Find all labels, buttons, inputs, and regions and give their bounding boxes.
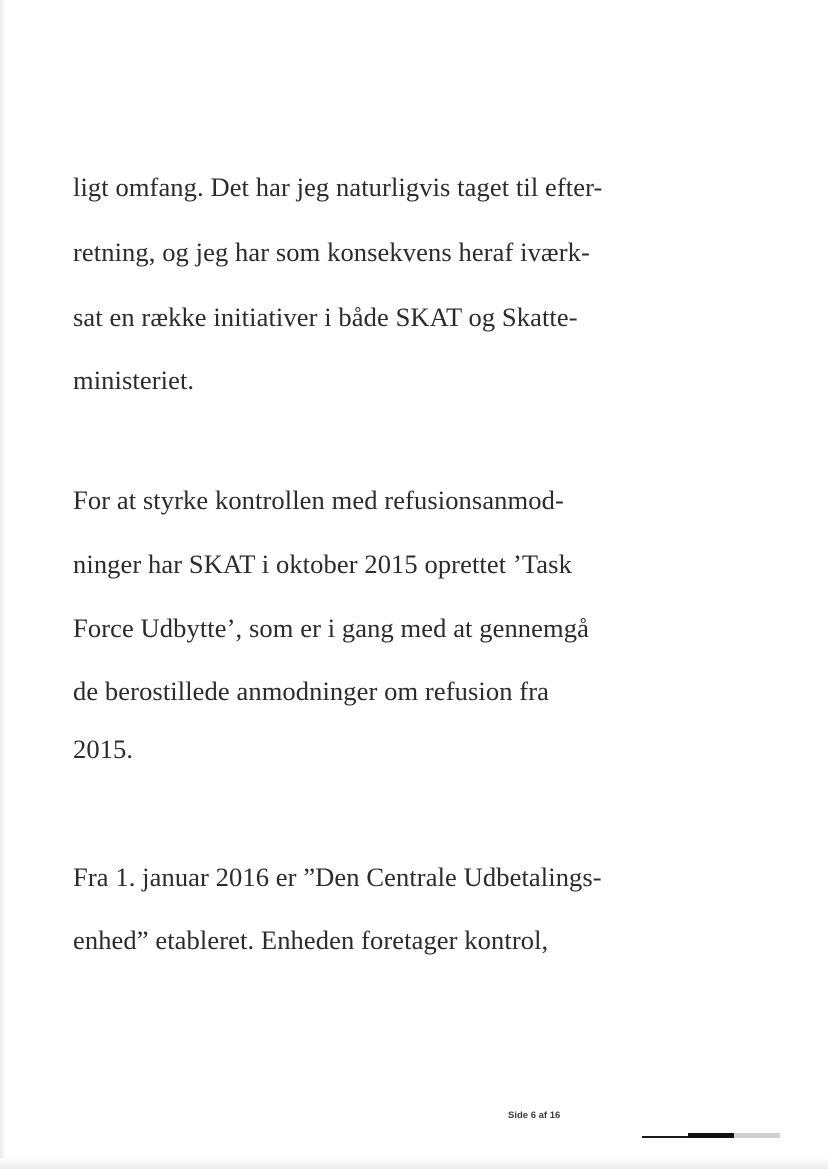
page-edge-shadow-left [0, 0, 6, 1169]
paragraph-line: sat en række initiativer i både SKAT og Skatte- [73, 302, 578, 332]
paragraph-line: retning, og jeg har som konsekvens heraf iværk- [73, 237, 590, 267]
paragraph-line: 2015. [73, 734, 134, 764]
footer-bar-segment [688, 1133, 734, 1138]
paragraph-line: For at styrke kontrollen med refusionsanmod- [73, 485, 564, 515]
paragraph-line: Force Udbytte’, som er i gang med at gennemgå [73, 613, 589, 643]
paragraph-line: enhed” etableret. Enheden foretager kontrol, [73, 925, 549, 955]
paragraph-line: de berostillede anmodninger om refusion fra [73, 676, 549, 706]
paragraph-line: ninger har SKAT i oktober 2015 oprettet ’Task [73, 549, 572, 579]
paragraph-line: Fra 1. januar 2016 er ”Den Centrale Udbetalings- [73, 862, 602, 892]
footer-bar-segment [642, 1136, 688, 1138]
paragraph-line: ligt omfang. Det har jeg naturligvis taget til efter- [73, 172, 603, 202]
footer-bar-segment [734, 1133, 780, 1138]
page-number-label: Side 6 af 16 [508, 1110, 561, 1121]
page-edge-shadow-bottom [0, 1158, 828, 1169]
paragraph-line: ministeriet. [73, 365, 195, 395]
